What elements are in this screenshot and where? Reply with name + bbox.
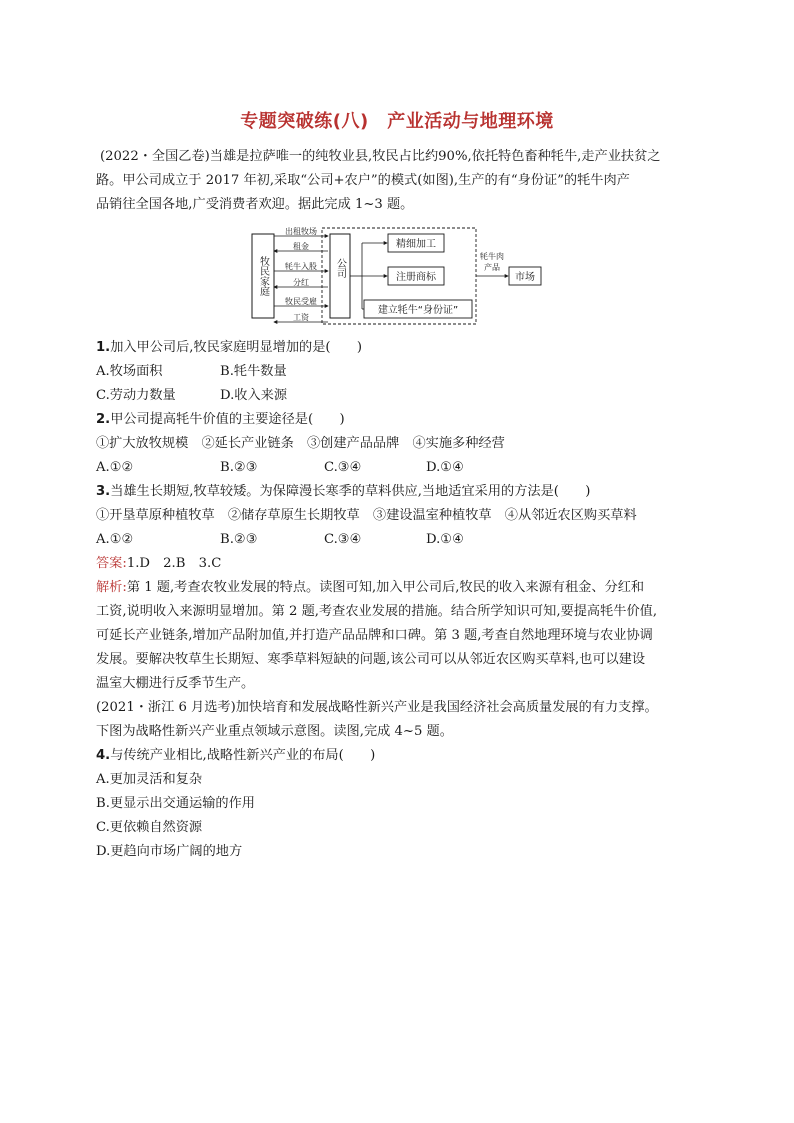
intro-line: (2022・全国乙卷)当雄是拉萨唯一的纯牧业县,牧民占比约90%,依托特色畜种牦牛,走产业扶贫之 xyxy=(100,149,661,164)
question-number: 4. xyxy=(96,748,111,763)
analysis-line xyxy=(96,576,706,600)
herder-family-label: 牧民家庭 xyxy=(257,256,269,296)
question-3-options xyxy=(96,528,706,552)
option: B.牦牛数量 xyxy=(220,364,287,379)
market-label: 市场 xyxy=(515,272,535,283)
company-label: 公司 xyxy=(334,258,346,278)
question-1 xyxy=(96,336,706,360)
question-number: 3. xyxy=(96,484,111,499)
product-label: 产品 xyxy=(484,263,500,272)
intro-line: (2021・浙江 6 月选考)加快培育和发展战略性新兴产业是我国经济社会高质量发展的有力支撑。 xyxy=(96,700,658,715)
answer-label: 答案: xyxy=(96,556,127,571)
intro-line: 路。甲公司成立于 2017 年初,采取“公司+农户”的模式(如图),生产的有“身份证”的牦牛肉产 xyxy=(96,173,630,188)
flow-label: 工资 xyxy=(293,313,309,322)
action-label: 注册商标 xyxy=(396,272,436,283)
question-stem: 甲公司提高牦牛价值的主要途径是( ) xyxy=(110,412,345,427)
flow-label: 牦牛入股 xyxy=(285,262,317,271)
option: A.①② xyxy=(96,460,134,475)
intro-passage-1 xyxy=(96,145,706,217)
question-stem: 当雄生长期短,牧草较矮。为保障漫长寒季的草料供应,当地适宜采用的方法是( ) xyxy=(110,484,591,499)
question-1-options xyxy=(96,384,706,408)
question-2 xyxy=(96,408,706,432)
option: C.更依赖自然资源 xyxy=(96,820,203,835)
action-label: 精细加工 xyxy=(396,239,436,250)
analysis-text: 第 1 题,考查农牧业发展的特点。读图可知,加入甲公司后,牧民的收入来源有租金、分红和 xyxy=(126,580,645,595)
question-2-items: ①扩大放牧规模 ②延长产业链条 ③创建产品品牌 ④实施多种经营 xyxy=(96,436,505,451)
question-stem: 加入甲公司后,牧民家庭明显增加的是( ) xyxy=(110,340,363,355)
analysis-label: 解析: xyxy=(96,580,127,595)
question-3 xyxy=(96,480,706,504)
answer-line xyxy=(96,552,706,576)
analysis-line: 可延长产业链条,增加产品附加值,并打造产品品牌和口碑。第 3 题,考查自然地理环境与农业协调 xyxy=(96,628,653,643)
option: A.更加灵活和复杂 xyxy=(96,772,203,787)
option: D.收入来源 xyxy=(220,388,288,403)
flow-label: 出租牧场 xyxy=(285,227,317,236)
option: B.②③ xyxy=(220,460,258,475)
flow-label: 租金 xyxy=(293,242,309,251)
option: C.劳动力数量 xyxy=(96,388,176,403)
analysis-line: 发展。要解决牧草生长期短、寒季草料短缺的问题,该公司可以从邻近农区购买草料,也可以建设 xyxy=(96,652,646,667)
analysis-line: 工资,说明收入来源明显增加。第 2 题,考查农业发展的措施。结合所学知识可知,要提高牦牛价值, xyxy=(96,604,658,619)
option: B.②③ xyxy=(220,532,258,547)
option: D.更趋向市场广阔的地方 xyxy=(96,844,243,859)
intro-line: 下图为战略性新兴产业重点领域示意图。读图,完成 4~5 题。 xyxy=(96,724,453,739)
option: A.牧场面积 xyxy=(96,364,163,379)
intro-line: 品销往全国各地,广受消费者欢迎。据此完成 1~3 题。 xyxy=(96,197,414,212)
option: D.①④ xyxy=(426,532,464,547)
flow-label: 分红 xyxy=(293,278,309,287)
page-title: 专题突破练(八) 产业活动与地理环境 xyxy=(240,111,554,132)
question-4 xyxy=(96,744,706,768)
question-number: 2. xyxy=(96,412,111,427)
question-number: 1. xyxy=(96,340,111,355)
action-label: 建立牦牛“身份证” xyxy=(377,305,459,316)
product-label: 牦牛肉 xyxy=(480,252,504,261)
question-1-options xyxy=(96,360,706,384)
option: C.③④ xyxy=(324,460,362,475)
question-2-options xyxy=(96,456,706,480)
option: D.①④ xyxy=(426,460,464,475)
question-stem: 与传统产业相比,战略性新兴产业的布局( ) xyxy=(110,748,376,763)
flow-label: 牧民受雇 xyxy=(285,297,317,306)
analysis-line: 温室大棚进行反季节生产。 xyxy=(96,676,255,691)
answer-text: 1.D 2.B 3.C xyxy=(126,556,222,571)
question-section xyxy=(96,336,706,864)
option: C.③④ xyxy=(324,532,362,547)
option: A.①② xyxy=(96,532,134,547)
action-connectors xyxy=(350,243,387,309)
company-farmer-diagram xyxy=(250,226,550,326)
question-3-items: ①开垦草原种植牧草 ②储存草原生长期牧草 ③建设温室种植牧草 ④从邻近农区购买草料 xyxy=(96,508,637,523)
option: B.更显示出交通运输的作用 xyxy=(96,796,255,811)
